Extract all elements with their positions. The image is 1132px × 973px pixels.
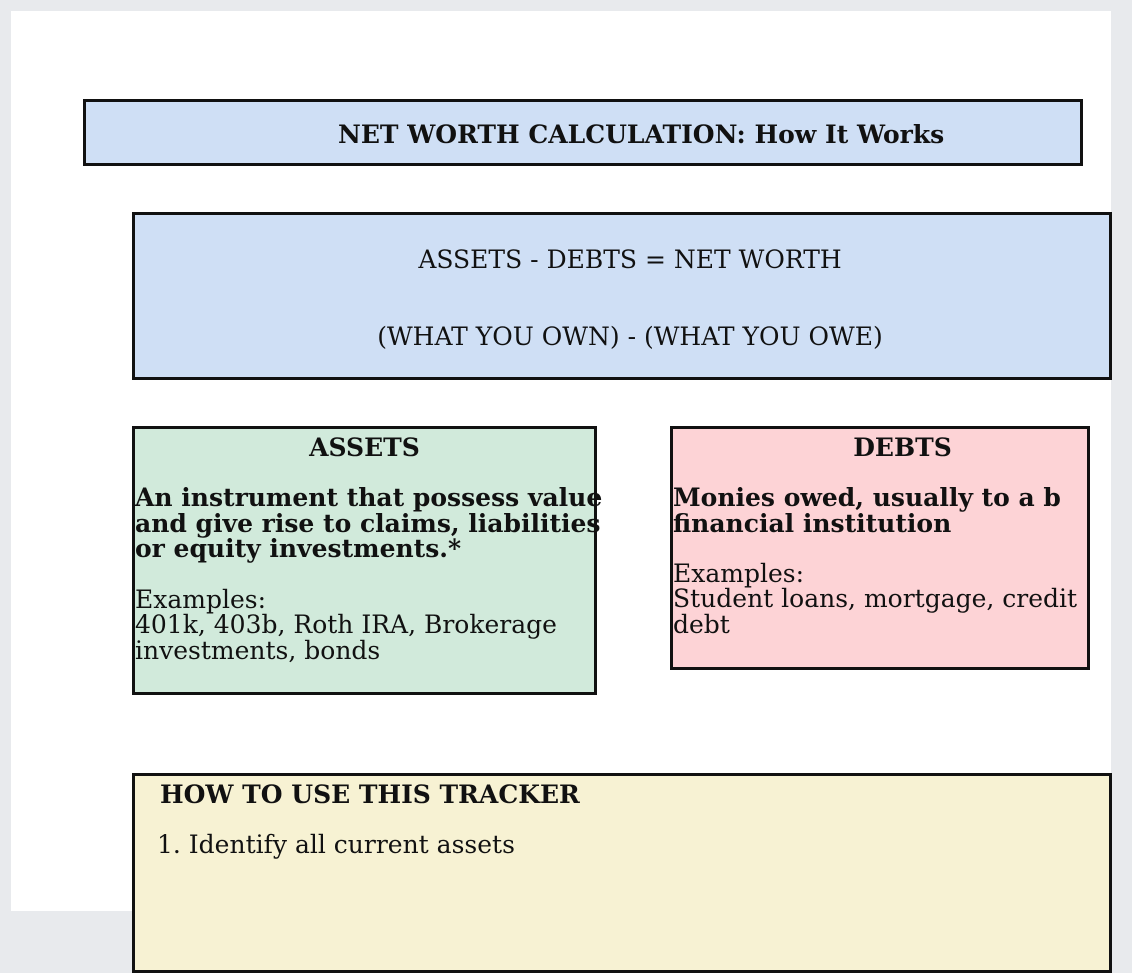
document-page [11,11,1111,911]
title-banner [83,99,1083,166]
debts-heading: DEBTS [853,433,952,462]
formula-panel [132,212,1112,380]
debts-examples-text: Student loans, mortgage, credit debt [673,584,1078,639]
assets-panel [132,426,603,695]
page-title: NET WORTH CALCULATION: How It Works [338,120,945,149]
formula-explanation: (WHAT YOU OWN) - (WHAT YOU OWE) [377,322,883,351]
assets-examples-text: 401k, 403b, Roth IRA, Brokerage investments, bonds [135,610,557,665]
formula-equation: ASSETS - DEBTS = NET WORTH [418,245,842,274]
debts-examples-label: Examples: [673,559,805,588]
tracker-instructions-panel [132,773,1112,973]
debts-panel [670,426,1090,670]
assets-definition: An instrument that possess value and give rise to claims, liabilities or equity investments.* [135,483,603,563]
tracker-step-1: 1. Identify all current assets [157,830,515,859]
debts-definition: Monies owed, usually to a b financial institution [673,483,1061,538]
assets-examples-label: Examples: [135,585,267,614]
assets-heading: ASSETS [309,433,420,462]
tracker-heading: HOW TO USE THIS TRACKER [160,780,580,809]
